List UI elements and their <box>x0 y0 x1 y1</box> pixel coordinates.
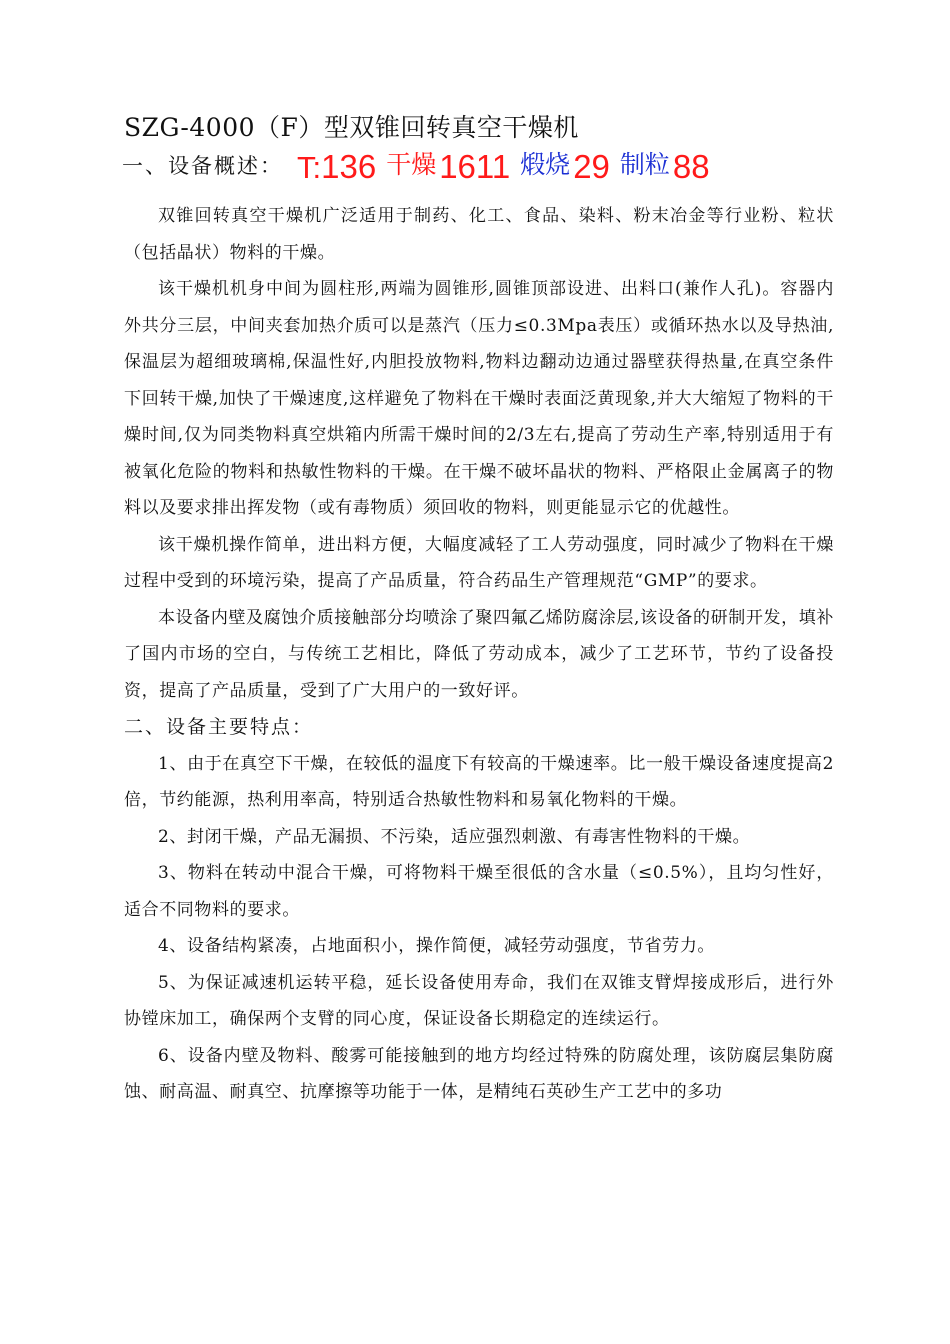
feature-paragraph: 3、物料在转动中混合干燥，可将物料干燥至很低的含水量（≤0.5%），且均匀性好，适合不同物料的要求。 <box>124 863 834 920</box>
stamp-granulate-label: 制粒 <box>619 151 670 179</box>
section-heading-features: 二、设备主要特点： <box>124 716 314 738</box>
document-title: SZG-4000（F）型双锥回转真空干燥机 <box>124 113 579 142</box>
section-heading-overview: 一、设备概述： <box>122 154 283 178</box>
feature-paragraph: 4、设备结构紧凑，占地面积小，操作简便，减轻劳动强度，节省劳力。 <box>158 936 716 956</box>
feature-paragraph: 1、由于在真空下干燥，在较低的温度下有较高的干燥速率。比一般干燥设备速度提高2倍，节约能源，热利用率高，特别适合热敏性物料和易氧化物料的干燥。 <box>124 753 834 810</box>
stamp-t-label: T: <box>297 150 322 185</box>
stamp-dry-label: 干燥 <box>386 151 437 179</box>
overview-paragraph: 该干燥机操作简单，进出料方便，大幅度减轻了工人劳动强度，同时减少了物料在干燥过程中受到的环境污染，提高了产品质量，符合药品生产管理规范“GMP”的要求。 <box>124 534 834 591</box>
feature-paragraph: 2、封闭干燥，产品无漏损、不污染，适应强烈刺激、有毒害性物料的干燥。 <box>158 826 751 847</box>
stamp-calcine-label: 煅烧 <box>520 151 571 179</box>
stamp-t-value: 136 <box>321 148 377 185</box>
overview-paragraph: 该干燥机机身中间为圆柱形,两端为圆锥形,圆锥顶部设进、出料口(兼作人孔)。容器内外共分三层，中间夹套加热介质可以是蒸汽（压力≤0.3Mpa表压）或循环热水以及导热油,保温层为超细玻璃棉,保温性好,内胆投放物料,物料边翻动边通过器壁获得热量,在真空条件下回转干燥,加快了干燥速度,这样避免了物料在干燥时表面泛黄现象,并大大缩短了物料的干燥时间,仅为同类物料真空烘箱内所需干燥时间的2/3左右,提高了劳动生产率,特别适用于有被氧化危险的物料和热敏性物料的干燥。在干燥不破坏晶状的物料、严格限止金属离子的物料以及要求排出挥发物（或有毒物质）须回收的物料，则更能显示它的优越性。 <box>124 279 834 518</box>
stamp-calcine-value: 29 <box>573 148 610 185</box>
feature-paragraph: 5、为保证减速机运转平稳，延长设备使用寿命，我们在双锥支臂焊接成形后，进行外协镗床加工，确保两个支臂的同心度，保证设备长期稳定的连续运行。 <box>124 972 834 1029</box>
stats-stamp <box>297 145 720 183</box>
feature-paragraph: 6、设备内壁及物料、酸雾可能接触到的地方均经过特殊的防腐处理，该防腐层集防腐蚀、耐高温、耐真空、抗摩擦等功能于一体，是精纯石英砂生产工艺中的多功 <box>124 1045 834 1102</box>
stamp-granulate-value: 88 <box>672 148 710 185</box>
section-heading-row <box>122 137 720 183</box>
stamp-dry-value: 1611 <box>439 148 511 185</box>
overview-paragraph: 双锥回转真空干燥机广泛适用于制药、化工、食品、染料、粉末冶金等行业粉、粒状（包括晶状）物料的干燥。 <box>124 206 834 263</box>
document-body <box>124 198 834 1111</box>
overview-paragraph: 本设备内壁及腐蚀介质接触部分均喷涂了聚四氟乙烯防腐涂层,该设备的研制开发，填补了国内市场的空白，与传统工艺相比，降低了劳动成本，减少了工艺环节，节约了设备投资，提高了产品质量，受到了广大用户的一致好评。 <box>124 607 834 701</box>
